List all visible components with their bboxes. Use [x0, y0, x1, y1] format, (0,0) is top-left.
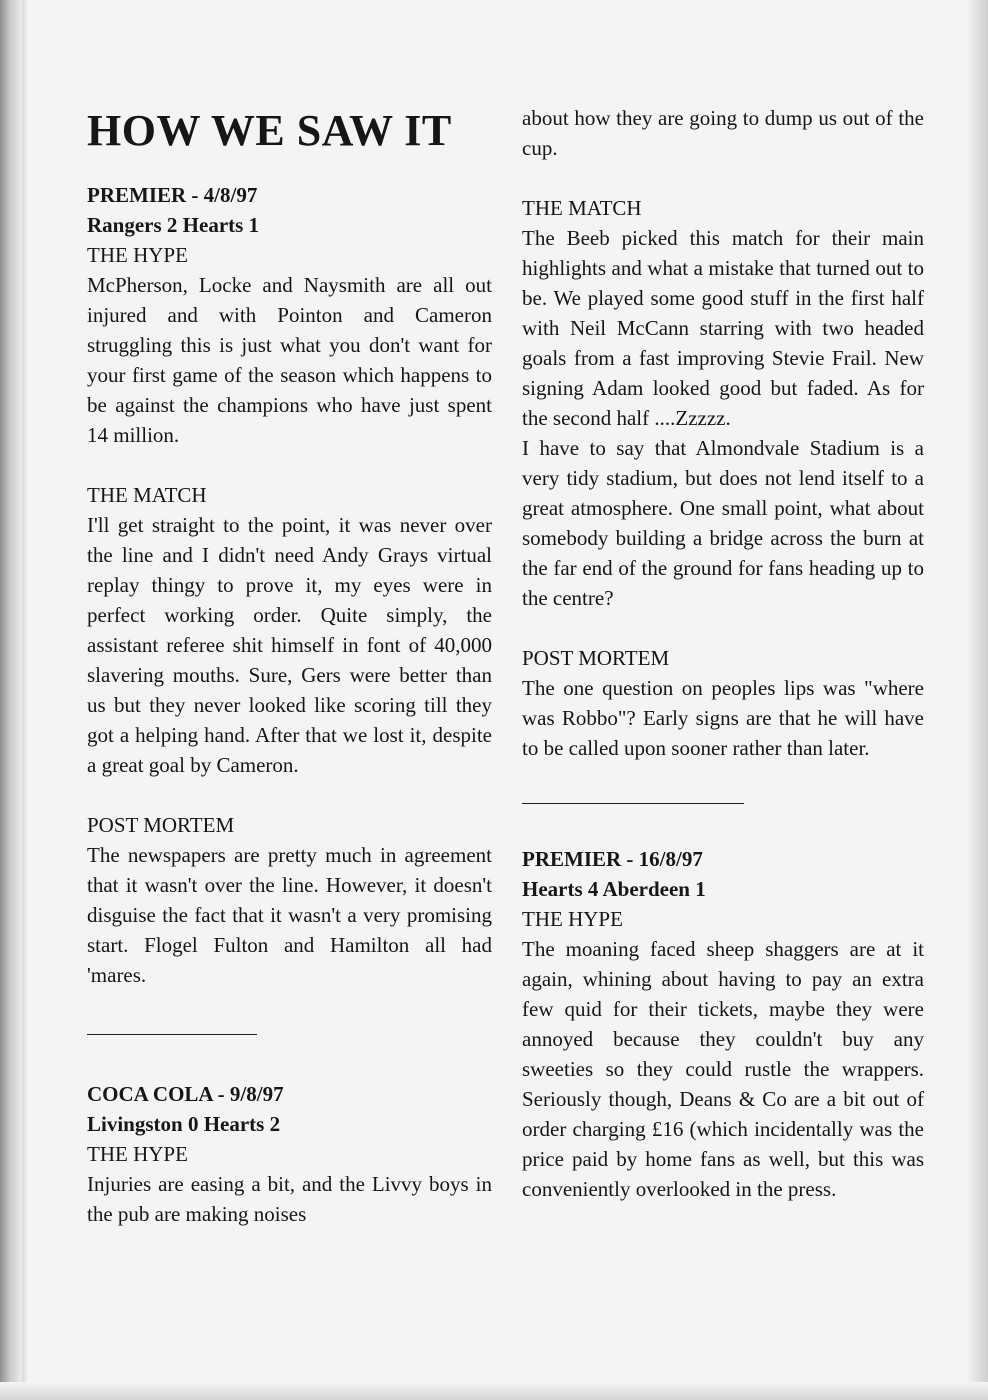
post-mortem-heading: POST MORTEM — [522, 646, 670, 670]
match-heading: THE MATCH — [87, 483, 207, 507]
match-score: Rangers 2 Hearts 1 — [87, 213, 260, 237]
continued-text: about how they are going to dump us out of the cup. — [522, 106, 924, 160]
match-score: Hearts 4 Aberdeen 1 — [522, 877, 706, 901]
hype-text: The moaning faced sheep shaggers are at it again, whining about having to pay an extra few quid for their tickets, maybe they were annoyed because they couldn't buy any sweeties so they could rustle the wrappers. Seriously though, Deans & Co are a bit out of order charging £16 (which incidentally was the price paid by home fans as well, but this was conveniently overlooked in the press. — [522, 937, 924, 1201]
right-edge-shadow — [966, 0, 988, 1400]
match-date: PREMIER - 16/8/97 — [522, 847, 703, 871]
hype-heading: THE HYPE — [522, 907, 623, 931]
post-mortem-text: The newspapers are pretty much in agreement that it wasn't over the line. However, it doesn't disguise the fact that it wasn't a very promising start. Flogel Fulton and Hamilton all had 'mares. — [87, 843, 492, 987]
match-date: PREMIER - 4/8/97 — [87, 183, 258, 207]
match-text-continued: I have to say that Almondvale Stadium is a very tidy stadium, but does not lend itself to a great atmosphere. One small point, what about somebody building a bridge across the burn at the far end of the ground for fans heading up to the centre? — [522, 436, 924, 610]
match-report-aberdeen — [522, 844, 924, 1204]
left-column — [87, 96, 492, 1229]
hype-text: McPherson, Locke and Naysmith are all out injured and with Pointon and Cameron struggling this is just what you don't want for your first game of the season which happens to be against the champions who have just spent 14 million. — [87, 273, 492, 447]
binding-shadow — [0, 0, 22, 1400]
match-heading: THE MATCH — [522, 196, 642, 220]
match-text: I'll get straight to the point, it was never over the line and I didn't need Andy Grays virtual replay thingy to prove it, my eyes were in perfect working order. Quite simply, the assistant referee shit himself in font of 40,000 slavering mouths. Sure, Gers were better than us but they never looked like scoring till they got a helping hand. After that we lost it, despite a great goal by Cameron. — [87, 513, 492, 777]
post-mortem-heading: POST MORTEM — [87, 813, 235, 837]
bottom-edge-shadow — [0, 1382, 988, 1400]
hype-heading: THE HYPE — [87, 243, 188, 267]
hype-text: Injuries are easing a bit, and the Livvy boys in the pub are making noises — [87, 1172, 492, 1226]
post-mortem-text: The one question on peoples lips was "where was Robbo"? Early signs are that he will have to be called upon sooner rather than later. — [522, 676, 924, 760]
match-report-livingston — [87, 1079, 492, 1229]
page-edge — [22, 0, 28, 1400]
right-column — [522, 103, 924, 1204]
match-report-rangers — [87, 180, 492, 990]
hype-heading: THE HYPE — [87, 1142, 188, 1166]
match-date: COCA COLA - 9/8/97 — [87, 1082, 284, 1106]
match-score: Livingston 0 Hearts 2 — [87, 1112, 281, 1136]
match-text: The Beeb picked this match for their main highlights and what a mistake that turned out to be. We played some good stuff in the first half with Neil McCann starring with two headed goals from a fast improving Stevie Frail. New signing Adam looked good but faded. As for the second half ....Zzzzz. — [522, 226, 924, 430]
page-title: HOW WE SAW IT — [87, 106, 452, 155]
